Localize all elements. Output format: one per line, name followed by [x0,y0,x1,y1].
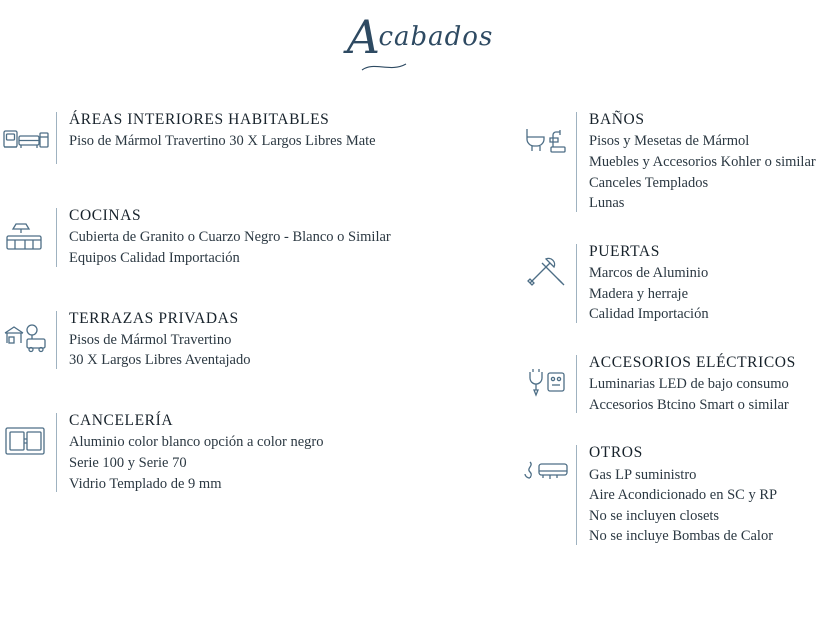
entry-line: Luminarias LED de bajo consumo [589,376,789,393]
entry-heading: OTROS [589,444,643,462]
list-item [520,242,840,325]
entry-line: Serie 100 y Serie 70 [69,455,187,472]
entry-text [589,443,777,547]
list-item [520,110,840,214]
entry-line: Accesorios Btcino Smart o similar [589,396,789,413]
entry-text [589,242,709,325]
entry-line: Pisos de Mármol Travertino [69,331,232,348]
right-column [520,110,840,575]
entry-text [69,110,376,152]
entry-heading: TERRAZAS PRIVADAS [69,309,239,327]
entry-divider [56,208,57,267]
entry-line: Canceles Templados [589,174,709,191]
air-conditioner-icon [520,447,572,499]
entry-text [69,411,324,494]
entry-line: Gas LP suministro [589,466,697,483]
window-frame-icon [0,415,52,467]
entry-text [69,309,250,372]
entry-text [589,110,816,214]
list-item [0,110,420,166]
list-item [520,353,840,416]
entry-line: Aluminio color blanco opción a color negro [69,434,324,451]
entry-line: Madera y herraje [589,285,689,302]
entry-divider [576,244,577,323]
entry-heading: ÁREAS INTERIORES HABITABLES [69,111,330,128]
entry-divider [576,355,577,414]
bathroom-icon [520,114,572,166]
entry-line: Vidrio Templado de 9 mm [69,475,222,492]
entry-line: Cubierta de Granito o Cuarzo Negro - Blanco o Similar [69,229,391,246]
entry-line: Calidad Importación [589,306,709,323]
entry-line: Aire Acondicionado en SC y RP [589,487,778,504]
entry-text [69,206,391,269]
terrace-icon [0,313,52,365]
interior-room-icon [0,114,52,166]
entry-text [589,353,796,416]
entry-divider [576,112,577,212]
entry-divider [56,413,57,492]
kitchen-icon [0,210,52,262]
list-item [520,443,840,547]
entry-heading: COCINAS [69,207,142,224]
entry-heading: PUERTAS [589,242,660,260]
entry-line: No se incluyen closets [589,507,720,524]
left-column [0,110,420,534]
entry-heading: BAÑOS [589,111,645,128]
tools-icon [520,246,572,298]
entry-line: Muebles y Accesorios Kohler o similar [589,153,816,170]
entry-divider [56,311,57,370]
page-title-text [346,10,494,64]
page-title-initial: A [346,10,381,64]
page-title [0,10,840,74]
entry-divider [56,112,57,164]
entry-line: Equipos Calidad Importación [69,249,240,266]
entry-line: Marcos de Aluminio [589,265,709,282]
page-title-rest: cabados [378,22,494,52]
list-item [0,206,420,269]
title-flourish-icon [360,60,420,74]
list-item [0,309,420,372]
list-item [0,411,420,494]
entry-heading: ACCESORIOS ELÉCTRICOS [589,353,796,371]
entry-line: 30 X Largos Libres Aventajado [69,352,251,369]
entry-line: Piso de Mármol Travertino 30 X Largos Libres Mate [69,133,376,150]
entry-divider [576,445,577,545]
entry-line: No se incluye Bombas de Calor [589,528,774,545]
entry-heading: CANCELERÍA [69,412,174,430]
entry-line: Lunas [589,195,625,212]
electrical-icon [520,357,572,409]
entry-line: Pisos y Mesetas de Mármol [589,133,750,150]
